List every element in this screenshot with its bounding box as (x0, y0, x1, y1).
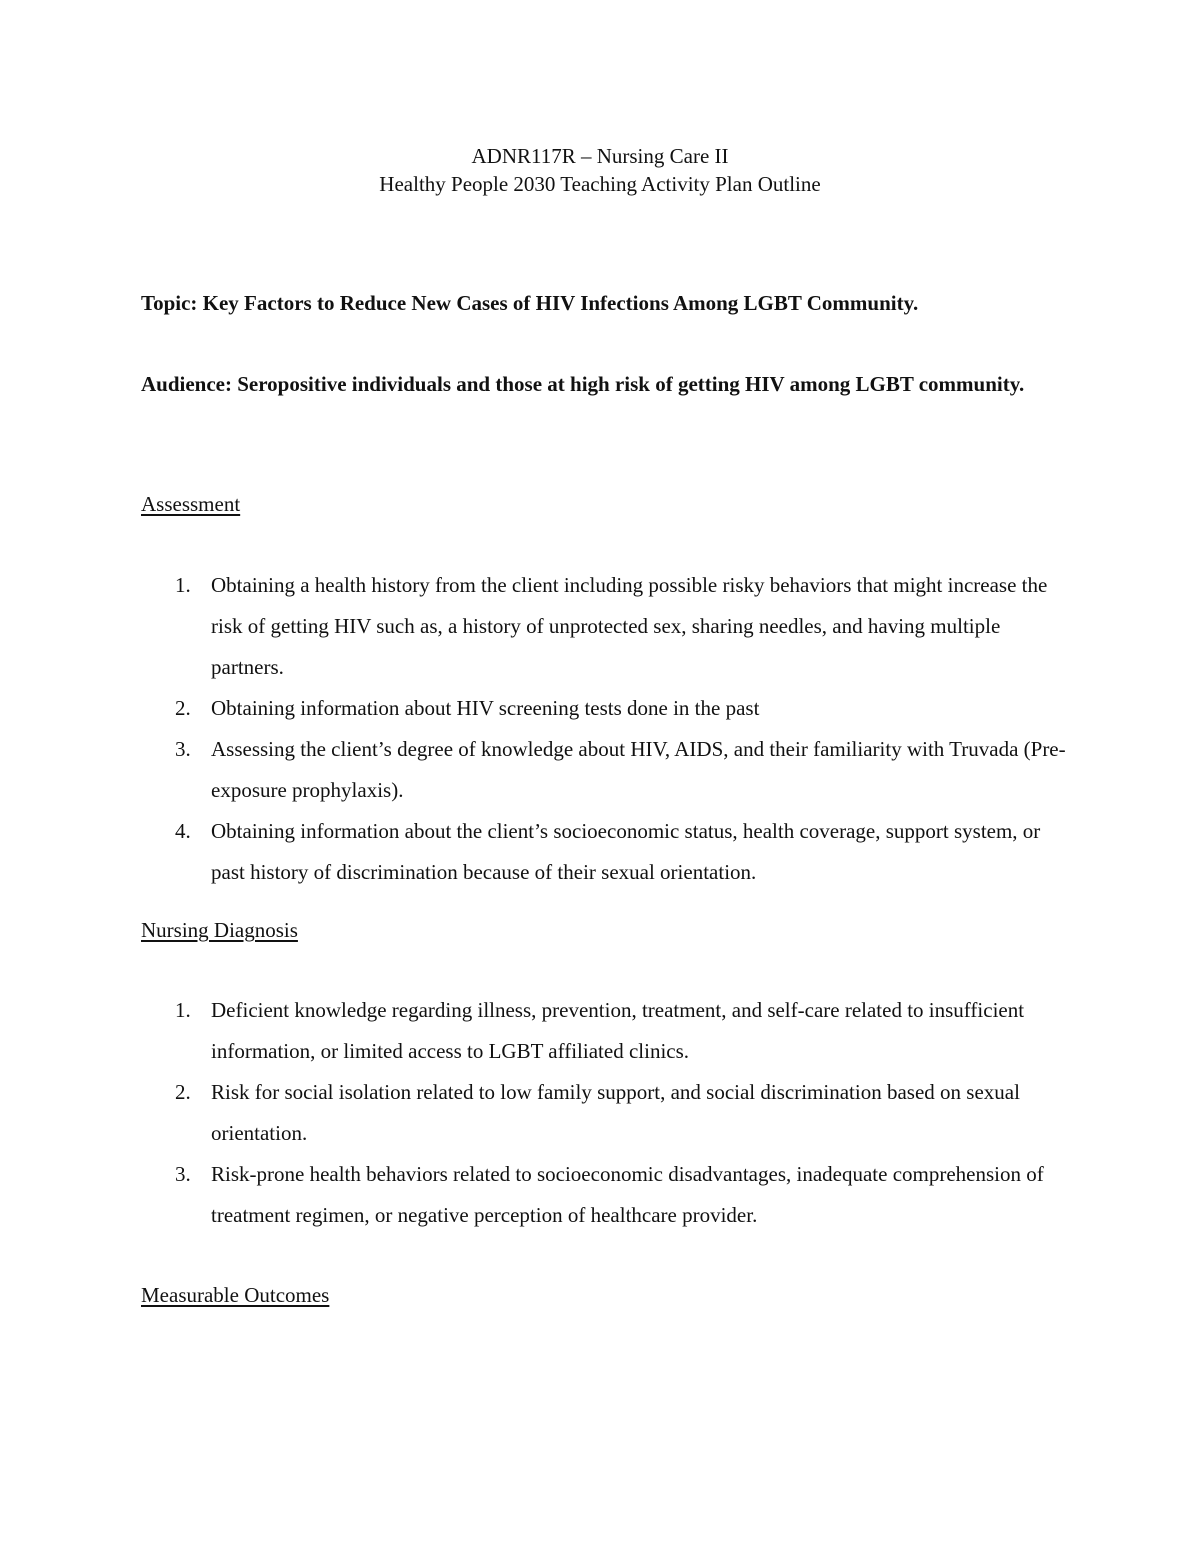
list-item-text: Assessing the client’s degree of knowledge about HIV, AIDS, and their familiarity with Truvada (Pre-exposure prophylaxis). (211, 737, 1066, 802)
document-header (0, 142, 1200, 198)
list-item-text: Obtaining information about HIV screening tests done in the past (211, 696, 760, 720)
list-item-number: 3. (175, 1162, 191, 1186)
nursing-diagnosis-heading: Nursing Diagnosis (141, 918, 298, 942)
list-item-number: 2. (175, 1080, 191, 1104)
list-item-text: Risk for social isolation related to low family support, and social discrimination based on sexual orientation. (211, 1080, 1020, 1145)
list-item-number: 4. (175, 819, 191, 843)
list-item (141, 811, 1071, 893)
audience-line: Audience: Seropositive individuals and those at high risk of getting HIV among LGBT community. (141, 372, 1025, 396)
list-item-number: 3. (175, 737, 191, 761)
document-title: Healthy People 2030 Teaching Activity Plan Outline (379, 172, 821, 196)
list-item-number: 1. (175, 573, 191, 597)
assessment-list (141, 565, 1071, 893)
list-item (141, 729, 1071, 811)
topic-line: Topic: Key Factors to Reduce New Cases of HIV Infections Among LGBT Community. (141, 291, 919, 315)
list-item (141, 565, 1071, 688)
list-item-number: 2. (175, 696, 191, 720)
list-item (141, 1154, 1071, 1236)
course-title: ADNR117R – Nursing Care II (471, 144, 729, 168)
list-item-text: Risk-prone health behaviors related to socioeconomic disadvantages, inadequate comprehension of treatment regimen, or negative perception of healthcare provider. (211, 1162, 1044, 1227)
list-item (141, 688, 1071, 729)
measurable-outcomes-heading: Measurable Outcomes (141, 1283, 330, 1307)
nursing-diagnosis-list (141, 990, 1071, 1236)
assessment-heading: Assessment (141, 492, 241, 516)
list-item-number: 1. (175, 998, 191, 1022)
list-item (141, 990, 1071, 1072)
list-item (141, 1072, 1071, 1154)
list-item-text: Deficient knowledge regarding illness, prevention, treatment, and self-care related to insufficient information, or limited access to LGBT affiliated clinics. (211, 998, 1025, 1063)
list-item-text: Obtaining a health history from the client including possible risky behaviors that might increase the risk of getting HIV such as, a history of unprotected sex, sharing needles, and having multiple partners. (211, 573, 1048, 679)
list-item-text: Obtaining information about the client’s socioeconomic status, health coverage, support system, or past history of discrimination because of their sexual orientation. (211, 819, 1041, 884)
